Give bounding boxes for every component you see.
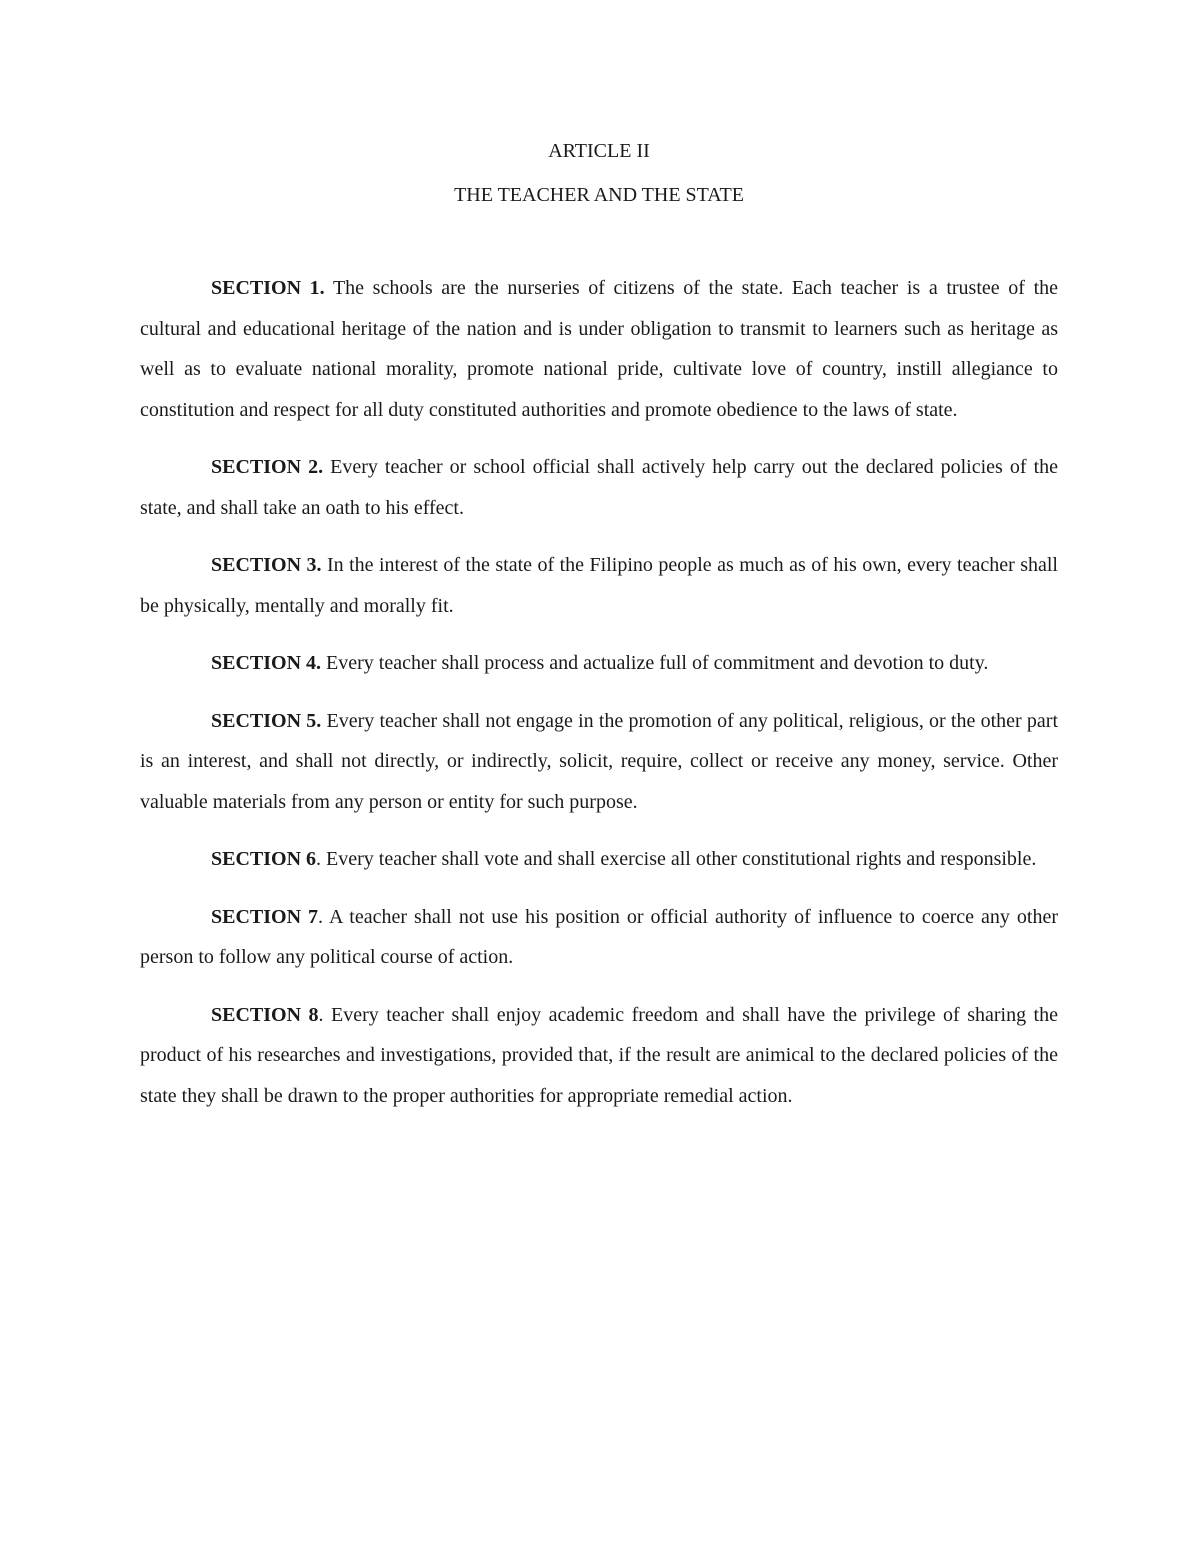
section-label: SECTION 3. bbox=[211, 554, 322, 576]
document-page bbox=[140, 138, 1058, 1133]
article-title: ARTICLE II bbox=[548, 140, 650, 162]
section-text: . Every teacher shall vote and shall exercise all other constitutional rights and responsible. bbox=[316, 848, 1037, 870]
section-text: Every teacher or school official shall actively help carry out the declared policies of the state, and shall take an oath to his effect. bbox=[140, 456, 1058, 519]
section-label: SECTION 4. bbox=[211, 652, 322, 674]
section-7 bbox=[140, 897, 1058, 978]
section-label: SECTION 1. bbox=[211, 277, 325, 299]
section-label: SECTION 7 bbox=[211, 905, 319, 928]
section-label: SECTION 2. bbox=[211, 456, 324, 478]
section-text: The schools are the nurseries of citizens of the state. Each teacher is a trustee of the cultural and educational heritage of the nation and is under obligation to transmit to learners such as heritage as well as to evaluate national morality, promote national pride, cultivate love of country, instill allegiance to constitution and respect for all duty constituted authorities and promote obedience to the laws of state. bbox=[140, 277, 1058, 421]
article-subtitle: THE TEACHER AND THE STATE bbox=[454, 184, 744, 206]
section-4 bbox=[140, 643, 1058, 684]
section-6 bbox=[140, 839, 1058, 880]
section-text: In the interest of the state of the Filipino people as much as of his own, every teacher shall be physically, mentally and morally fit. bbox=[140, 554, 1058, 617]
section-5 bbox=[140, 701, 1058, 823]
section-label: SECTION 6 bbox=[211, 848, 317, 870]
section-2 bbox=[140, 447, 1058, 528]
section-text: . A teacher shall not use his position or official authority of influence to coerce any other person to follow any political course of action. bbox=[140, 905, 1058, 968]
section-text: Every teacher shall not engage in the promotion of any political, religious, or the other part is an interest, and shall not directly, or indirectly, solicit, require, collect or receive any money, service. Other valuable materials from any person or entity for such purpose. bbox=[140, 709, 1059, 813]
section-text: Every teacher shall process and actualize full of commitment and devotion to duty. bbox=[321, 652, 989, 674]
section-1 bbox=[140, 268, 1058, 430]
section-8 bbox=[140, 995, 1058, 1117]
section-text: . Every teacher shall enjoy academic freedom and shall have the privilege of sharing the product of his researches and investigations, provided that, if the result are animical to the declared policies of the state they shall be drawn to the proper authorities for appropriate remedial action. bbox=[140, 1003, 1058, 1107]
section-label: SECTION 5. bbox=[211, 709, 322, 732]
section-3 bbox=[140, 545, 1058, 626]
section-label: SECTION 8 bbox=[211, 1003, 319, 1026]
